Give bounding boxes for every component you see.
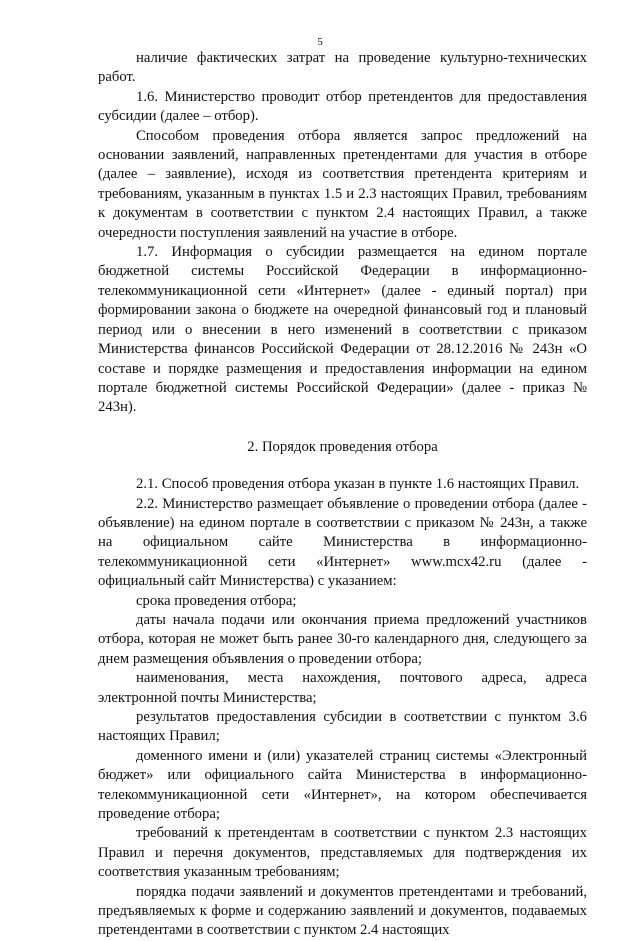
list-item-domain: доменного имени и (или) указателей страниц системы «Электронный бюджет» или официального сайта Министерства в информационно-телекоммуникационной сети «Интернет», на котором обеспечивается проведение отбора; bbox=[98, 747, 587, 823]
list-item-ministry-address: наименования, места нахождения, почтового адреса, адреса электронной почты Министерства; bbox=[98, 670, 587, 706]
list-item-dates: даты начала подачи или окончания приема предложений участников отбора, которая не может быть ранее 30-го календарного дня, следующего за днем размещения объявления о проведении отбора; bbox=[98, 611, 587, 667]
document-body bbox=[98, 49, 587, 941]
paragraph-2-1: 2.1. Способ проведения отбора указан в пункте 1.6 настоящих Правил. bbox=[136, 476, 580, 493]
paragraph-1-7: 1.7. Информация о субсидии размещается на едином портале бюджетной системы Российской Федерации в информационно-телекоммуникационной сети «Интернет» (далее - единый портал) при формировании закона о бюджете на очередной финансовый год и плановый период или о внесении в него изменений в соответствии с приказом Министерства финансов Российской Федерации от 28.12.2016 № 243н «О составе и порядке размещения и предоставления информации на едином портале бюджетной системы Российской Федерации» (далее - приказ № 243н). bbox=[98, 244, 587, 416]
paragraph-2-2: 2.2. Министерство размещает объявление о проведении отбора (далее - объявление) на едином портале в соответствии с приказом № 243н, а также на официальном сайте Министерства в информационно-телекоммуникационной сети «Интернет» www.mcx42.ru (далее - официальный сайт Министерства) с указанием: bbox=[98, 495, 587, 590]
list-item-submission-order: порядка подачи заявлений и документов претендентами и требований, предъявляемых к форме и содержанию заявлений и документов, подаваемых претендентами в соответствии с пунктом 2.4 настоящих bbox=[98, 883, 587, 939]
list-item-results: результатов предоставления субсидии в соответствии с пунктом 3.6 настоящих Правил; bbox=[98, 709, 587, 745]
list-item-deadline: срока проведения отбора; bbox=[136, 592, 297, 609]
paragraph-selection-method: Способом проведения отбора является запрос предложений на основании заявлений, направленных претендентами для участия в отборе (далее – заявление), исходя из соответствия претендента критериям и требованиям, указанным в пунктах 1.5 и 2.3 настоящих Правил, требованиям к документам в соответствии с пунктом 2.4 настоящих Правил, а также очередности поступления заявлений на участие в отборе. bbox=[98, 127, 587, 241]
paragraph-continuation: наличие фактических затрат на проведение культурно-технических работ. bbox=[98, 50, 587, 86]
list-item-requirements: требований к претендентам в соответствии с пунктом 2.3 настоящих Правил и перечня документов, представляемых для подтверждения их соответствия указанным требованиям; bbox=[98, 825, 587, 881]
paragraph-1-6: 1.6. Министерство проводит отбор претендентов для предоставления субсидии (далее – отбор). bbox=[98, 88, 587, 125]
page-number: 5 bbox=[317, 36, 323, 48]
section-heading: 2. Порядок проведения отбора bbox=[247, 438, 438, 455]
